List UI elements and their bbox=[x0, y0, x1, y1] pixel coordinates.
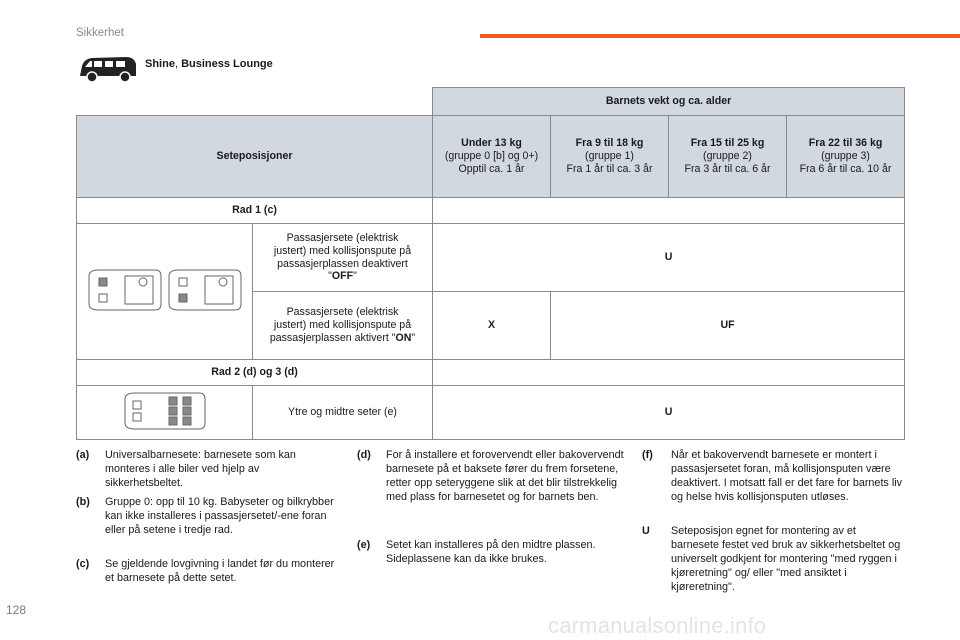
footnote-b: (b) Gruppe 0: opp til 10 kg. Babyseter og bilkrybber kan ikke installeres i passasjersetet/-ene foran eller på setene i tredje rad. bbox=[76, 496, 334, 537]
row1-spacer bbox=[433, 198, 905, 224]
outer-middle-seats-value: U bbox=[433, 386, 905, 440]
footnote-e: (e) Setet kan installeres på den midtre plassen. Sideplassene kan da ikke brukes. bbox=[357, 539, 596, 566]
front-seat-diagram bbox=[77, 224, 253, 360]
col-group-3: Fra 22 til 36 kg (gruppe 3) Fra 6 år til ca. 10 år bbox=[787, 116, 905, 198]
col-group-1: Fra 9 til 18 kg (gruppe 1) Fra 1 år til ca. 3 år bbox=[551, 116, 669, 198]
passenger-airbag-off-label: Passasjersete (elektrisk justert) med kollisjonspute på passasjerplassen deaktivert "OFF" bbox=[253, 224, 433, 292]
row2-spacer bbox=[433, 360, 905, 386]
seat-positions-header: Seteposisjoner bbox=[77, 116, 433, 198]
footnote-a: (a) Universalbarnesete: barnesete som kan monteres i alle biler ved hjelp av sikkerhetsbeltet. bbox=[76, 449, 296, 490]
header-accent-bar bbox=[480, 34, 960, 38]
passenger-airbag-on-label: Passasjersete (elektrisk justert) med kollisjonspute på passasjerplassen aktivert "ON" bbox=[253, 292, 433, 360]
passenger-airbag-on-value-rest: UF bbox=[551, 292, 905, 360]
weight-age-header: Barnets vekt og ca. alder bbox=[433, 88, 905, 116]
row1-label: Rad 1 (c) bbox=[77, 198, 433, 224]
passenger-airbag-off-value: U bbox=[433, 224, 905, 292]
footnote-f: (f) Når et bakovervendt barnesete er montert i passasjersetet foran, må kollisjonsputen være deaktivert. I motsatt fall er det fare for barnets liv og helse hvis kollisjonsputen utløses. bbox=[642, 449, 903, 504]
page-number: 128 bbox=[6, 603, 27, 617]
section-title: Sikkerhet bbox=[76, 27, 124, 39]
row2-label: Rad 2 (d) og 3 (d) bbox=[77, 360, 433, 386]
footnote-u: U Seteposisjon egnet for montering av et barnesete festet ved bruk av sikkerhetsbeltet og universelt godkjent for montering "med ryggen i kjøreretning" og/ eller "med ansiktet i kjøreretning". bbox=[642, 525, 901, 594]
passenger-airbag-on-value-group0: X bbox=[433, 292, 551, 360]
van-icon bbox=[78, 54, 138, 84]
footnote-d: (d) For å installere et forovervendt eller bakovervendt barnesete på et baksete fører du frem forsetene, retter opp seteryggene slik at det blir tilstrekkelig med plass for barnesetet og for barnets ben. bbox=[357, 449, 624, 504]
trim-levels: Shine, Business Lounge bbox=[145, 58, 273, 70]
footnote-c: (c) Se gjeldende lovgivning i landet før du monterer et barnesete på dette setet. bbox=[76, 558, 335, 585]
front-seat-icon bbox=[85, 268, 245, 312]
rear-seat-diagram bbox=[77, 386, 253, 440]
outer-middle-seats-label: Ytre og midtre seter (e) bbox=[253, 386, 433, 440]
col-group-0: Under 13 kg (gruppe 0 [b] og 0+) Opptil ca. 1 år bbox=[433, 116, 551, 198]
col-group-2: Fra 15 til 25 kg (gruppe 2) Fra 3 år til ca. 6 år bbox=[669, 116, 787, 198]
child-seat-table bbox=[76, 87, 905, 440]
watermark: carmanualsonline.info bbox=[548, 613, 767, 638]
rear-seat-icon bbox=[121, 391, 209, 431]
